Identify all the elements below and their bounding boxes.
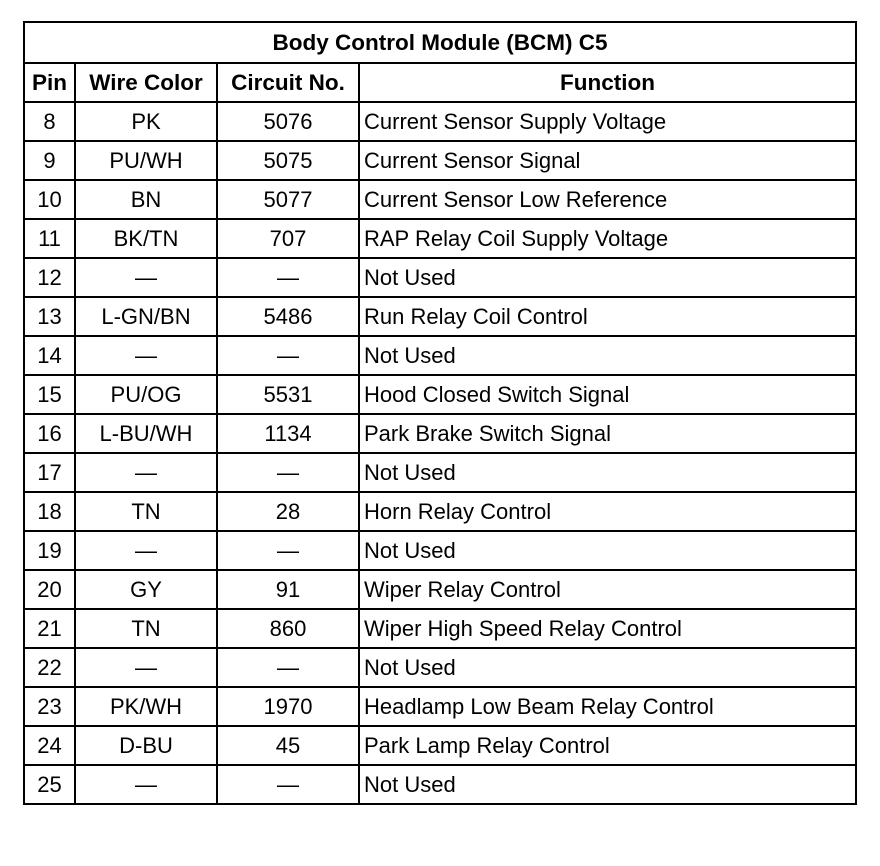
table-title: Body Control Module (BCM) C5 — [24, 22, 856, 63]
title-row — [24, 22, 856, 63]
table-row — [24, 492, 856, 531]
table-row — [24, 375, 856, 414]
circuit-no-cell: 45 — [217, 726, 359, 765]
pin-cell: 16 — [24, 414, 75, 453]
pin-cell: 22 — [24, 648, 75, 687]
table-row — [24, 687, 856, 726]
circuit-no-cell: — — [217, 648, 359, 687]
pin-cell: 14 — [24, 336, 75, 375]
pin-cell: 8 — [24, 102, 75, 141]
function-cell: Not Used — [359, 765, 856, 804]
circuit-no-cell: 707 — [217, 219, 359, 258]
function-cell: Wiper Relay Control — [359, 570, 856, 609]
function-cell: Hood Closed Switch Signal — [359, 375, 856, 414]
header-pin: Pin — [24, 63, 75, 102]
wire-color-cell: — — [75, 648, 217, 687]
circuit-no-cell: — — [217, 531, 359, 570]
table-row — [24, 336, 856, 375]
wire-color-cell: — — [75, 336, 217, 375]
wire-color-cell: PK — [75, 102, 217, 141]
wire-color-cell: L-GN/BN — [75, 297, 217, 336]
wire-color-cell: PK/WH — [75, 687, 217, 726]
pin-cell: 20 — [24, 570, 75, 609]
pin-cell: 24 — [24, 726, 75, 765]
table-body — [24, 102, 856, 804]
function-cell: Park Lamp Relay Control — [359, 726, 856, 765]
circuit-no-cell: 5531 — [217, 375, 359, 414]
wire-color-cell: — — [75, 453, 217, 492]
function-cell: Current Sensor Low Reference — [359, 180, 856, 219]
pin-cell: 17 — [24, 453, 75, 492]
pin-cell: 25 — [24, 765, 75, 804]
wire-color-cell: PU/OG — [75, 375, 217, 414]
circuit-no-cell: — — [217, 258, 359, 297]
function-cell: Current Sensor Signal — [359, 141, 856, 180]
pin-cell: 11 — [24, 219, 75, 258]
table-row — [24, 570, 856, 609]
pin-cell: 15 — [24, 375, 75, 414]
function-cell: Headlamp Low Beam Relay Control — [359, 687, 856, 726]
circuit-no-cell: — — [217, 765, 359, 804]
circuit-no-cell: 91 — [217, 570, 359, 609]
pin-cell: 9 — [24, 141, 75, 180]
table-row — [24, 258, 856, 297]
function-cell: Horn Relay Control — [359, 492, 856, 531]
table-row — [24, 648, 856, 687]
table-row — [24, 141, 856, 180]
wire-color-cell: GY — [75, 570, 217, 609]
wire-color-cell: BN — [75, 180, 217, 219]
wire-color-cell: TN — [75, 609, 217, 648]
circuit-no-cell: 5486 — [217, 297, 359, 336]
table-row — [24, 180, 856, 219]
table-row — [24, 531, 856, 570]
pin-cell: 13 — [24, 297, 75, 336]
circuit-no-cell: 860 — [217, 609, 359, 648]
table-row — [24, 453, 856, 492]
pin-cell: 12 — [24, 258, 75, 297]
pin-cell: 23 — [24, 687, 75, 726]
circuit-no-cell: 1134 — [217, 414, 359, 453]
wire-color-cell: D-BU — [75, 726, 217, 765]
wire-color-cell: TN — [75, 492, 217, 531]
header-wire-color: Wire Color — [75, 63, 217, 102]
wire-color-cell: — — [75, 765, 217, 804]
circuit-no-cell: — — [217, 453, 359, 492]
function-cell: Not Used — [359, 531, 856, 570]
wire-color-cell: BK/TN — [75, 219, 217, 258]
pin-cell: 21 — [24, 609, 75, 648]
function-cell: Wiper High Speed Relay Control — [359, 609, 856, 648]
wire-color-cell: — — [75, 531, 217, 570]
function-cell: Current Sensor Supply Voltage — [359, 102, 856, 141]
table-row — [24, 765, 856, 804]
table-row — [24, 609, 856, 648]
pin-cell: 10 — [24, 180, 75, 219]
circuit-no-cell: 1970 — [217, 687, 359, 726]
header-row — [24, 63, 856, 102]
table-row — [24, 102, 856, 141]
wire-color-cell: — — [75, 258, 217, 297]
wire-color-cell: PU/WH — [75, 141, 217, 180]
function-cell: Not Used — [359, 258, 856, 297]
header-function: Function — [359, 63, 856, 102]
table-row — [24, 414, 856, 453]
function-cell: Not Used — [359, 453, 856, 492]
table-row — [24, 219, 856, 258]
circuit-no-cell: 28 — [217, 492, 359, 531]
table-row — [24, 726, 856, 765]
circuit-no-cell: — — [217, 336, 359, 375]
wire-color-cell: L-BU/WH — [75, 414, 217, 453]
circuit-no-cell: 5077 — [217, 180, 359, 219]
connector-table — [23, 21, 857, 805]
circuit-no-cell: 5076 — [217, 102, 359, 141]
function-cell: Run Relay Coil Control — [359, 297, 856, 336]
pin-cell: 18 — [24, 492, 75, 531]
function-cell: Not Used — [359, 648, 856, 687]
function-cell: RAP Relay Coil Supply Voltage — [359, 219, 856, 258]
function-cell: Not Used — [359, 336, 856, 375]
table-row — [24, 297, 856, 336]
circuit-no-cell: 5075 — [217, 141, 359, 180]
header-circuit-no: Circuit No. — [217, 63, 359, 102]
pin-cell: 19 — [24, 531, 75, 570]
function-cell: Park Brake Switch Signal — [359, 414, 856, 453]
